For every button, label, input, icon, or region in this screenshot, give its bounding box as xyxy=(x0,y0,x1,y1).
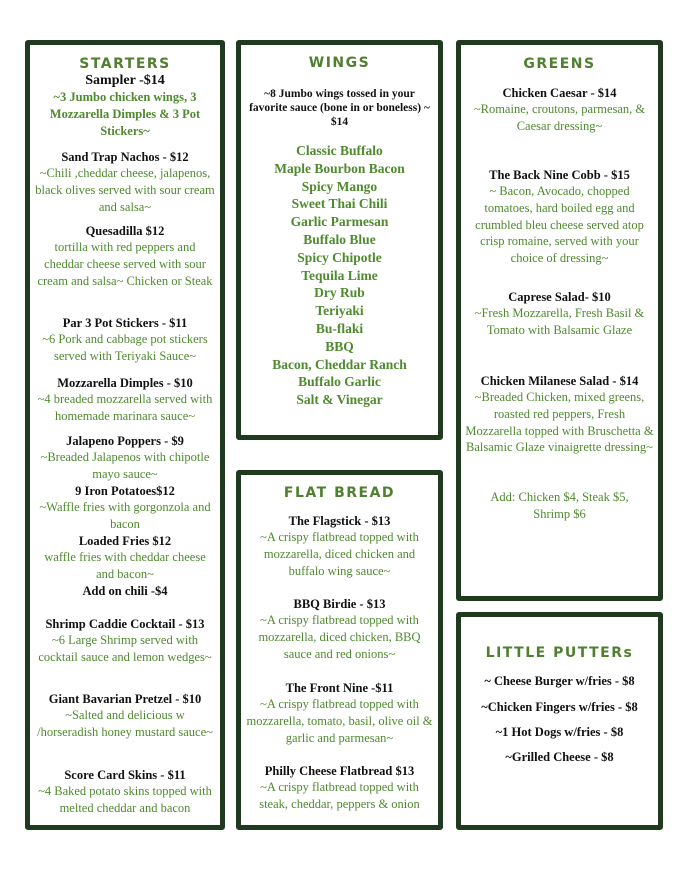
kids-item: ~Chicken Fingers w/fries - $8 xyxy=(481,700,638,714)
item-name: The Flagstick - $13 xyxy=(288,514,391,528)
menu-item xyxy=(34,433,216,483)
item-name: 9 Iron Potatoes$12 xyxy=(75,484,175,498)
item-description: ~A crispy flatbread topped with mozzarella, diced chicken and buffalo wing sauce~ xyxy=(260,530,419,578)
menu-item xyxy=(465,373,654,456)
starters-title: STARTERS xyxy=(79,56,171,72)
item-name: Loaded Fries $12 xyxy=(78,534,172,548)
menu-item xyxy=(34,149,216,215)
menu-item xyxy=(245,680,434,746)
wing-flavor: Buffalo Garlic xyxy=(298,374,381,390)
wings-intro: ~8 Jumbo wings tossed in your favorite sauce (bone in or boneless) ~ $14 xyxy=(249,88,430,128)
wings-flavor-list xyxy=(241,142,438,409)
menu-item xyxy=(34,315,216,365)
wings-panel xyxy=(236,40,443,440)
item-description: ~ Bacon, Avocado, chopped tomatoes, hard boiled egg and crumbled bleu cheese served atop crisp romaine, served with your choice of dressing~ xyxy=(475,184,644,266)
item-description: ~A crispy flatbread topped with mozzarella, diced chicken, BBQ sauce and red onions~ xyxy=(258,613,421,661)
wing-flavor: Sweet Thai Chili xyxy=(291,196,388,212)
kids-item: ~1 Hot Dogs w/fries - $8 xyxy=(495,725,624,739)
wing-flavor: Bu-flaki xyxy=(315,320,364,336)
greens-addons: Add: Chicken $4, Steak $5, Shrimp $6 xyxy=(490,490,629,521)
item-description: ~Salted and delicious w /horseradish honey mustard sauce~ xyxy=(37,708,213,739)
wing-flavor: Dry Rub xyxy=(314,285,365,301)
item-name: Caprese Salad- $10 xyxy=(508,290,611,304)
wing-flavor: Classic Buffalo xyxy=(296,143,383,158)
flatbread-title: FLAT BREAD xyxy=(283,485,396,501)
wing-flavor: Buffalo Blue xyxy=(303,231,376,247)
greens-panel xyxy=(456,40,663,601)
item-description: ~4 breaded mozzarella served with homemade marinara sauce~ xyxy=(37,392,213,423)
item-name: The Back Nine Cobb - $15 xyxy=(489,168,630,182)
item-description: ~A crispy flatbread topped with mozzarella, tomato, basil, olive oil & garlic and parmesan~ xyxy=(246,697,433,745)
item-description: ~3 Jumbo chicken wings, 3 Mozzarella Dimples & 3 Pot Stickers~ xyxy=(49,90,201,138)
little-putters-title: LITTLE PUTTERs xyxy=(485,645,634,661)
menu-item xyxy=(34,691,216,741)
item-description: ~Romaine, croutons, parmesan, & Caesar dressing~ xyxy=(473,102,646,133)
item-name: Sand Trap Nachos - $12 xyxy=(61,150,189,164)
item-description: ~Breaded Jalapenos with chipotle mayo sauce~ xyxy=(40,450,210,481)
flatbread-panel xyxy=(236,470,443,830)
menu-item xyxy=(245,763,434,813)
menu-item xyxy=(34,72,216,139)
wing-flavor: Tequila Lime xyxy=(301,267,378,283)
kids-item: ~Grilled Cheese - $8 xyxy=(505,750,614,764)
item-name: Score Card Skins - $11 xyxy=(64,768,186,782)
item-description: ~A crispy flatbread topped with steak, cheddar, peppers & onion xyxy=(259,780,420,811)
wing-flavor: Maple Bourbon Bacon xyxy=(274,160,405,176)
kids-item: ~ Cheese Burger w/fries - $8 xyxy=(484,674,635,688)
item-description: tortilla with red peppers and cheddar cheese served with sour cream and salsa~ Chicken or Steak xyxy=(37,240,213,288)
menu-item xyxy=(245,596,434,662)
menu-item xyxy=(465,167,654,267)
item-name: Quesadilla $12 xyxy=(85,224,165,238)
wing-flavor: Garlic Parmesan xyxy=(290,214,389,230)
wing-flavor: Spicy Mango xyxy=(301,178,378,194)
menu-item xyxy=(34,616,216,666)
wings-title: WINGS xyxy=(308,55,371,71)
item-name: Giant Bavarian Pretzel - $10 xyxy=(48,692,202,706)
item-name: Shrimp Caddie Cocktail - $13 xyxy=(45,617,205,631)
item-name: Par 3 Pot Stickers - $11 xyxy=(62,316,188,330)
menu-item xyxy=(465,289,654,339)
item-name: Philly Cheese Flatbread $13 xyxy=(264,764,415,778)
item-description: ~6 Pork and cabbage pot stickers served with Teriyaki Sauce~ xyxy=(42,332,208,363)
item-name: Chicken Milanese Salad - $14 xyxy=(480,374,639,388)
item-name: Sampler -$14 xyxy=(85,73,165,88)
menu-item xyxy=(34,483,216,533)
item-description: ~Fresh Mozzarella, Fresh Basil & Tomato with Balsamic Glaze xyxy=(474,306,645,337)
item-description: ~6 Large Shrimp served with cocktail sauce and lemon wedges~ xyxy=(38,633,212,664)
menu-item xyxy=(34,375,216,425)
item-description: ~Waffle fries with gorgonzola and bacon xyxy=(39,500,211,531)
menu-item xyxy=(34,767,216,817)
item-description: ~4 Baked potato skins topped with melted cheddar and bacon xyxy=(38,784,212,815)
menu-item xyxy=(465,85,654,135)
item-name: Mozzarella Dimples - $10 xyxy=(57,376,193,390)
item-name: BBQ Birdie - $13 xyxy=(293,597,386,611)
menu-item xyxy=(245,513,434,579)
item-description: ~Breaded Chicken, mixed greens, roasted red peppers, Fresh Mozzarella topped with Bruschetta & Balsamic Glaze vinaigrette dressing~ xyxy=(465,390,654,455)
greens-title: GREENS xyxy=(523,56,596,72)
wing-flavor: Bacon, Cheddar Ranch xyxy=(272,356,407,372)
wing-flavor: BBQ xyxy=(325,338,354,354)
item-name: Chicken Caesar - $14 xyxy=(502,86,617,100)
starters-panel xyxy=(25,40,225,830)
wing-flavor: Teriyaki xyxy=(315,303,364,319)
menu-item xyxy=(34,533,216,599)
item-description: ~Chili ,cheddar cheese, jalapenos, black olives served with sour cream and salsa~ xyxy=(35,166,215,214)
item-addon: Add on chili -$4 xyxy=(82,583,168,598)
item-description: waffle fries with cheddar cheese and bacon~ xyxy=(44,550,206,581)
item-name: The Front Nine -$11 xyxy=(285,681,394,695)
item-name: Jalapeno Poppers - $9 xyxy=(66,434,184,448)
menu-item xyxy=(34,223,216,289)
wing-flavor: Salt & Vinegar xyxy=(296,392,383,408)
wing-flavor: Spicy Chipotle xyxy=(297,249,382,265)
little-putters-panel xyxy=(456,612,663,830)
